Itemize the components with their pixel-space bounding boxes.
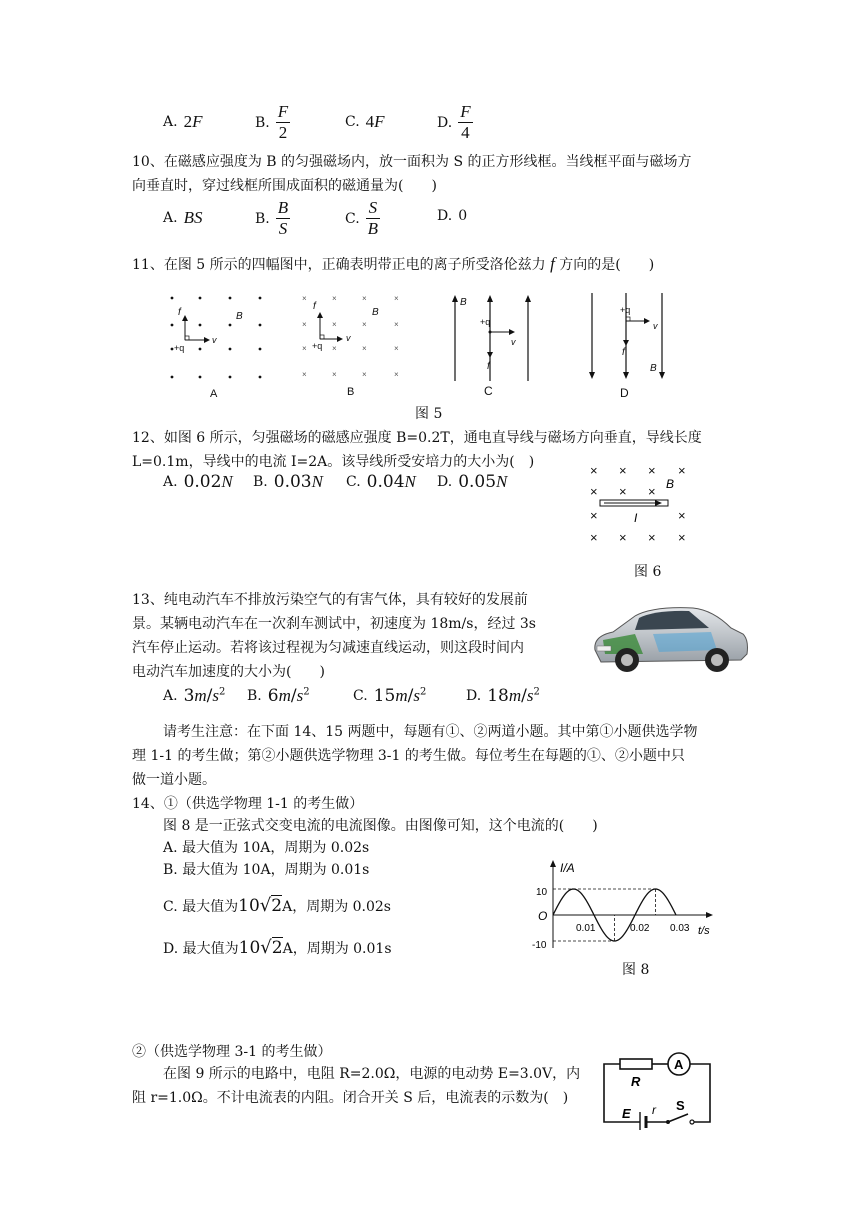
x-tick-0.02: 0.02 (630, 923, 650, 934)
switch-blade (668, 1114, 688, 1122)
q13-option-c (353, 686, 426, 706)
fig5-panel-b (302, 294, 399, 398)
q13-line2: 景。某辆电动汽车在一次刹车测试中，初速度为 18m/s，经过 3s (132, 616, 536, 632)
sqrt-value: 10√2 (238, 895, 283, 916)
q12-option-d (437, 472, 507, 492)
svg-text:×: × (302, 370, 307, 379)
option-d-suffix: A，周期为 0.01s (282, 941, 392, 957)
q13-option-a (163, 686, 225, 706)
fig6-field-label: B (666, 477, 675, 491)
fig5-a-velocity-label: v (212, 335, 217, 345)
y-axis-label: I/A (560, 861, 575, 875)
fig5-c-field-label: B (460, 297, 467, 308)
q13-line1: 13、纯电动汽车不排放污染空气的有害气体，具有较好的发展前 (132, 592, 528, 608)
option-value: 0.03N (273, 472, 323, 492)
option-value: $6m/s^2$ (267, 686, 310, 706)
fig5-panel-c (452, 295, 531, 398)
q12-line2: L=0.1m，导线中的电流 I=2A。该导线所受安培力的大小为( ) (132, 454, 535, 470)
ammeter-label: A (674, 1057, 684, 1072)
notice-line3: 做一道小题。 (132, 772, 216, 788)
option-letter: A. (163, 114, 178, 130)
q13-line3: 汽车停止运动。若将该过程视为匀减速直线运动，则这段时间内 (132, 640, 524, 656)
svg-text:×: × (619, 463, 627, 478)
svg-text:×: × (362, 320, 367, 329)
q13-option-d (466, 686, 540, 706)
q11-stem (132, 254, 654, 275)
fig5-b-force-label: f (313, 301, 316, 312)
switch-label: S (676, 1098, 685, 1113)
option-d-prefix: D. 最大值为 (163, 941, 239, 957)
option-letter: D. (437, 474, 453, 490)
svg-text:×: × (302, 320, 307, 329)
resistor-label: R (631, 1074, 641, 1089)
svg-text:×: × (678, 530, 686, 545)
option-letter: D. (466, 688, 482, 704)
figure-8-chart (530, 856, 720, 956)
fig5-d-label: D (620, 386, 629, 400)
fig5-b-label: B (347, 386, 355, 398)
q12-option-c (346, 472, 416, 492)
fraction: $\frac{F}{2}$ (277, 102, 289, 142)
q10-line2: 向垂直时，穿过线框所围成面积的磁通量为( ) (132, 178, 437, 194)
option-letter: B. (255, 210, 270, 227)
x-axis-arrow (706, 912, 713, 918)
fig5-d-velocity-label: v (653, 321, 658, 331)
q14-1-option-b: B. 最大值为 10A，周期为 0.01s (163, 862, 370, 878)
svg-text:×: × (362, 370, 367, 379)
svg-text:×: × (590, 530, 598, 545)
q10-option-a (163, 208, 202, 228)
option-value: 2F (183, 112, 203, 131)
option-letter: C. (346, 474, 361, 490)
fig5-b-velocity-label: v (346, 333, 351, 343)
notice-line1: 请考生注意：在下面 14、15 两题中，每题有①、②两道小题。其中第①小题供选学物 (163, 724, 698, 740)
svg-text:×: × (332, 294, 337, 303)
figure-5-caption: 图 5 (415, 406, 443, 422)
q14-1-option-a: A. 最大值为 10A，周期为 0.02s (163, 840, 370, 856)
option-letter: B. (247, 688, 262, 704)
svg-text:×: × (302, 344, 307, 353)
fig5-panel-d (589, 293, 665, 400)
figure-9-circuit (598, 1044, 728, 1130)
notice-line2: 理 1-1 的考生做；第②小题供选学物理 3-1 的考生做。每位考生在每题的①、②小题中只 (132, 748, 685, 764)
option-letter: D. (437, 114, 453, 131)
svg-text:×: × (394, 370, 399, 379)
q11-stem-var: f (550, 254, 555, 273)
fraction: $\frac{B}{S}$ (277, 198, 289, 238)
option-c-prefix: C. 最大值为 (163, 899, 239, 915)
q14-1-heading: 14、①（供选学物理 1-1 的考生做） (132, 796, 364, 812)
q11-stem-before: 11、在图 5 所示的四幅图中，正确表明带正电的离子所受洛伦兹力 (132, 257, 546, 273)
electric-car-image (583, 588, 753, 688)
fig5-panel-a (171, 297, 262, 400)
svg-text:×: × (362, 294, 367, 303)
fig5-a-charge-label: +q (174, 343, 185, 353)
option-value: 0 (458, 208, 468, 224)
emf-label: E (622, 1106, 631, 1121)
svg-text:×: × (619, 530, 627, 545)
y-tick-neg10: -10 (532, 940, 547, 951)
q12-option-a (163, 472, 233, 492)
y-tick-10: 10 (536, 887, 548, 898)
fig5-d-force-label: f (622, 347, 625, 358)
svg-text:×: × (590, 463, 598, 478)
figure-8-caption: 图 8 (622, 962, 650, 978)
svg-text:×: × (648, 484, 656, 499)
svg-text:×: × (678, 508, 686, 523)
svg-text:×: × (394, 344, 399, 353)
option-value: $3m/s^2$ (183, 686, 226, 706)
origin-label: O (538, 909, 548, 923)
fig5-c-charge-label: +q (480, 317, 491, 327)
q10-option-d (437, 208, 467, 224)
option-value: 4F (365, 112, 385, 131)
option-letter: C. (353, 688, 368, 704)
internal-resistance-label: r (652, 1103, 656, 1117)
svg-text:×: × (590, 484, 598, 499)
option-value: $18m/s^2$ (487, 686, 540, 706)
svg-text:×: × (619, 484, 627, 499)
x-axis-label: t/s (698, 925, 710, 937)
svg-text:×: × (394, 294, 399, 303)
q14-1-option-d (163, 938, 392, 959)
svg-text:×: × (332, 320, 337, 329)
fig5-b-field-label: B (372, 307, 379, 318)
svg-text:×: × (394, 320, 399, 329)
option-letter: C. (345, 114, 360, 130)
svg-text:×: × (302, 294, 307, 303)
q12-option-b (253, 472, 323, 492)
x-tick-0.01: 0.01 (576, 923, 596, 934)
option-value: BS (183, 208, 203, 227)
q14-1-stem: 图 8 是一正弦式交变电流的电流图像。由图像可知，这个电流的( ) (163, 818, 598, 834)
fig5-a-field-label: B (236, 311, 243, 322)
fig5-a-label: A (210, 388, 218, 400)
resistor (620, 1059, 652, 1069)
q9-option-b (255, 102, 290, 143)
figure-6-caption: 图 6 (634, 564, 662, 580)
fig5-c-force-label: f (487, 361, 490, 372)
wire-right (690, 1064, 710, 1122)
svg-text:×: × (590, 508, 598, 523)
sqrt-value: 10√2 (238, 937, 283, 958)
q14-2-line1: 在图 9 所示的电路中，电阻 R=2.0Ω，电源的电动势 E=3.0V，内 (163, 1066, 581, 1082)
fig5-c-velocity-label: v (511, 337, 516, 347)
fraction: $\frac{F}{4}$ (460, 102, 471, 142)
option-value: 0.04N (366, 472, 416, 492)
option-value: 0.05N (458, 472, 508, 492)
q14-1-option-c (163, 896, 391, 917)
option-letter: D. (437, 208, 453, 224)
option-letter: A. (163, 210, 178, 226)
q9-option-d (437, 102, 473, 143)
option-letter: C. (345, 210, 360, 227)
q11-stem-after: 方向的是( ) (559, 257, 655, 273)
svg-text:×: × (362, 344, 367, 353)
figure-5 (150, 285, 670, 403)
x-tick-0.03: 0.03 (670, 923, 690, 934)
option-letter: A. (163, 688, 178, 704)
q12-line1: 12、如图 6 所示，匀强磁场的磁感应强度 B=0.2T，通电直导线与磁场方向垂直，导线长度 (132, 430, 702, 446)
svg-text:×: × (648, 463, 656, 478)
q10-line1: 10、在磁感应强度为 B 的匀强磁场内，放一面积为 S 的正方形线框。当线框平面与磁场方 (132, 154, 692, 170)
q9-option-a (163, 112, 202, 132)
q9-option-c (345, 112, 385, 132)
fig5-d-charge-label: +q (620, 305, 631, 315)
q14-2-heading: ②（供选学物理 3-1 的考生做） (132, 1044, 332, 1060)
option-letter: B. (255, 114, 270, 131)
option-value: 0.02N (183, 472, 233, 492)
fig5-b-charge-label: +q (312, 341, 323, 351)
q10-option-b (255, 198, 290, 239)
figure-6 (582, 458, 702, 550)
svg-text:×: × (332, 370, 337, 379)
fig5-a-force-label: f (178, 307, 181, 318)
option-c-suffix: A，周期为 0.02s (282, 899, 391, 915)
q13-line4: 电动汽车加速度的大小为( ) (132, 664, 325, 680)
y-axis-arrow (550, 860, 556, 867)
q14-2-line2: 阻 r=1.0Ω。不计电流表的内阻。闭合开关 S 后，电流表的示数为( ) (132, 1090, 569, 1106)
fig5-c-label: C (484, 384, 493, 398)
option-letter: B. (253, 474, 268, 490)
q10-option-c (345, 198, 380, 239)
fig6-current-label: I (634, 511, 638, 525)
option-letter: A. (163, 474, 178, 490)
svg-text:×: × (648, 530, 656, 545)
svg-text:×: × (678, 463, 686, 478)
option-value: $15m/s^2$ (373, 686, 427, 706)
svg-text:×: × (332, 344, 337, 353)
q13-option-b (247, 686, 310, 706)
fig5-d-field-label: B (650, 363, 657, 374)
fraction: $\frac{S}{B}$ (367, 198, 379, 238)
